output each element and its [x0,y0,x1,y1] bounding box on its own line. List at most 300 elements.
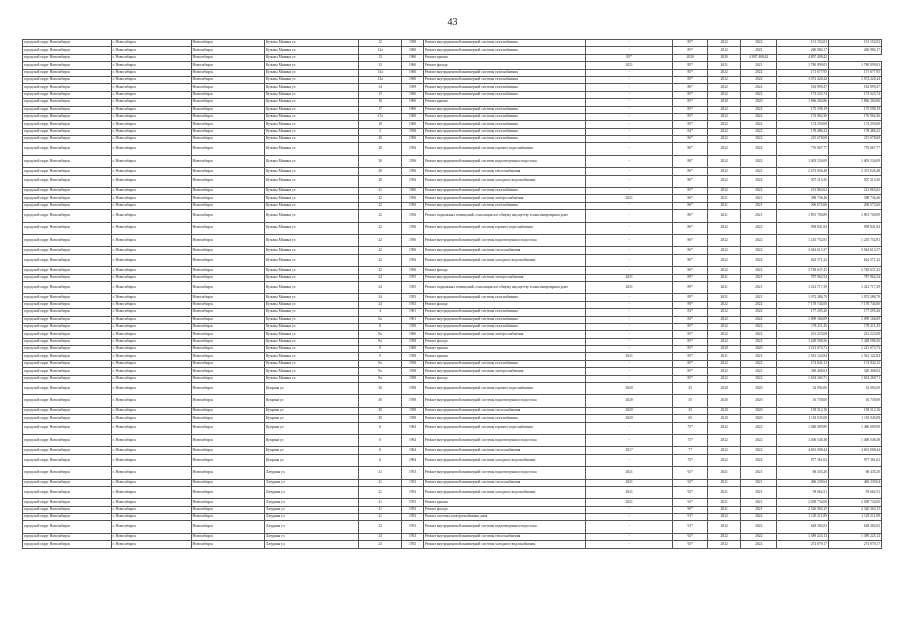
cell-wear-percent: 85* [673,346,708,353]
cell-plan-year: - [585,267,673,274]
cell-street: Лазурная ул [265,467,359,479]
cell-municipality: городской округ Новосибирск [23,422,112,434]
cell-start-year: 2022 [707,234,740,246]
cell-start-year: 2022 [707,69,740,76]
cell-total-cost: 406 239,64 [777,479,829,486]
cell-wear-percent: 85* [673,99,708,106]
cell-locality: г. Новосибирск [111,368,191,375]
cell-street: Кузьмы Минина ул [265,40,359,47]
cell-municipality: городской округ Новосибирск [23,281,112,293]
cell-house-number: 8а [359,338,402,345]
cell-fund-cost: 16 739,00 [828,395,881,407]
cell-year-built: 1958 [402,338,424,345]
cell-house-number: 23 [359,521,402,533]
cell-locality: г. Новосибирск [111,54,191,61]
cell-locality: г. Новосибирск [111,294,191,301]
cell-wear-percent: 86* [673,155,708,167]
cell-fund-cost: 178 486,22 [828,128,881,135]
cell-start-year: 2022 [707,309,740,316]
cell-fund-cost: 624 571,22 [828,254,881,266]
cell-city: Новосибирск [191,447,264,454]
cell-street: Кузьмы Минина ул [265,69,359,76]
cell-fund-cost: 2 472 026,48 [828,168,881,175]
cell-year-built: 1953 [402,486,424,498]
table-row [23,99,882,106]
cell-city: Новосибирск [191,338,264,345]
table-row [23,267,882,274]
table-row [23,467,882,479]
cell-city: Новосибирск [191,254,264,266]
cell-city: Новосибирск [191,454,264,466]
cell-end-year: 2020 [741,346,777,353]
cell-municipality: городской округ Новосибирск [23,514,112,521]
cell-start-year: 2022 [707,533,740,540]
cell-locality: г. Новосибирск [111,274,191,281]
cell-house-number: 23 [359,541,402,548]
cell-locality: г. Новосибирск [111,195,191,202]
table-row [23,254,882,266]
cell-locality: г. Новосибирск [111,395,191,407]
table-row [23,106,882,113]
cell-locality: г. Новосибирск [111,222,191,234]
cell-house-number: 20 [359,168,402,175]
cell-house-number: 6 [359,447,402,454]
cell-house-number: 18 [359,121,402,128]
cell-house-number: 8а [359,331,402,338]
cell-start-year: 2022 [707,47,740,54]
cell-start-year: 2022 [707,368,740,375]
cell-work-type: Ремонт внутридомовой инженерной системы газоснабжения [423,323,585,330]
cell-locality: г. Новосибирск [111,316,191,323]
cell-plan-year: - [585,316,673,323]
cell-work-type: Ремонт внутридомовой инженерной системы газоснабжения [423,84,585,91]
cell-end-year: 2022 [741,309,777,316]
cell-start-year: 2021 [707,499,740,506]
cell-work-type: Ремонт внутридомовой инженерной системы газоснабжения [423,113,585,120]
cell-total-cost: 1 072 220,44 [777,76,829,83]
cell-wear-percent: 86* [673,247,708,254]
cell-work-type: Ремонт внутридомовой инженерной системы электроснабжения [423,195,585,202]
cell-year-built: 1956 [402,168,424,175]
cell-house-number: 21 [359,188,402,195]
cell-wear-percent: 73* [673,434,708,446]
cell-start-year: 2020 [707,54,740,61]
cell-work-type: Ремонт внутридомовой инженерной системы теплоснабжения [423,168,585,175]
cell-start-year: 2022 [707,323,740,330]
cell-city: Новосибирск [191,247,264,254]
cell-locality: г. Новосибирск [111,76,191,83]
cell-house-number: 6 [359,422,402,434]
cell-house-number: 21 [359,506,402,513]
cell-city: Новосибирск [191,541,264,548]
cell-total-cost: 1 866 264,86 [777,99,829,106]
cell-plan-year: - [585,175,673,187]
cell-city: Новосибирск [191,121,264,128]
cell-work-type: Ремонт крыши [423,353,585,360]
cell-locality: г. Новосибирск [111,346,191,353]
cell-work-type: Ремонт внутридомовой инженерной системы водоотведения и водостока [423,395,585,407]
cell-end-year: 2022 [741,168,777,175]
cell-fund-cost: 1 866 264,86 [828,99,881,106]
cell-plan-year: - [585,143,673,155]
cell-street: Лазурная ул [265,521,359,533]
cell-street: Лазурная ул [265,499,359,506]
cell-end-year: 2022 [741,375,777,382]
cell-city: Новосибирск [191,188,264,195]
cell-city: Новосибирск [191,40,264,47]
cell-total-cost: 328 406,04 [777,368,829,375]
cell-end-year: 2022 [741,360,777,367]
cell-street: Куприна ул [265,415,359,422]
cell-street: Кузьмы Минина ул [265,323,359,330]
cell-city: Новосибирск [191,210,264,222]
cell-municipality: городской округ Новосибирск [23,113,112,120]
cell-end-year: 2022 [741,40,777,47]
cell-fund-cost: 328 406,04 [828,368,881,375]
cell-city: Новосибирск [191,84,264,91]
cell-municipality: городской округ Новосибирск [23,415,112,422]
cell-end-year: 2022 [741,113,777,120]
cell-locality: г. Новосибирск [111,281,191,293]
cell-work-type: Ремонт внутридомовой инженерной системы водоотведения и водостока [423,521,585,533]
cell-start-year: 2022 [707,76,740,83]
cell-work-type: Ремонт внутридомовой инженерной системы водоотведения и водостока [423,434,585,446]
cell-city: Новосибирск [191,222,264,234]
cell-street: Кузьмы Минина ул [265,331,359,338]
cell-end-year: 2022 [741,541,777,548]
cell-plan-year: - [585,69,673,76]
cell-work-type: Ремонт внутридомовой инженерной системы газоснабжения [423,106,585,113]
cell-start-year: 2020 [707,346,740,353]
cell-municipality: городской округ Новосибирск [23,54,112,61]
cell-start-year: 2022 [707,422,740,434]
cell-wear-percent: 89* [673,301,708,308]
cell-end-year: 2022 [741,514,777,521]
cell-house-number: 22 [359,247,402,254]
cell-year-built: 1961 [402,316,424,323]
table-row [23,210,882,222]
cell-total-cost: 158 512,16 [777,407,829,414]
cell-total-cost: 173 323,74 [777,91,829,98]
cell-municipality: городской округ Новосибирск [23,195,112,202]
cell-municipality: городской округ Новосибирск [23,541,112,548]
table-row [23,202,882,209]
cell-work-type: Ремонт внутридомовой инженерной системы горячего водоснабжения [423,422,585,434]
cell-total-cost: 7 178 744,00 [777,301,829,308]
cell-fund-cost: 2 326 363,15 [828,506,881,513]
table-row [23,454,882,466]
cell-year-built: 1960 [402,62,424,69]
cell-city: Новосибирск [191,69,264,76]
cell-city: Новосибирск [191,155,264,167]
cell-house-number: 15 [359,91,402,98]
cell-house-number: 30 [359,383,402,395]
cell-year-built: 1960 [402,113,424,120]
cell-wear-percent: 85* [673,106,708,113]
cell-street: Лазурная ул [265,514,359,521]
table-row [23,383,882,395]
cell-municipality: городской округ Новосибирск [23,467,112,479]
cell-total-cost: 398 736,46 [777,195,829,202]
cell-fund-cost: 1 780 899,03 [828,62,881,69]
cell-locality: г. Новосибирск [111,47,191,54]
cell-year-built: 1964 [402,447,424,454]
cell-locality: г. Новосибирск [111,383,191,395]
cell-wear-percent: 73* [673,422,708,434]
cell-fund-cost: 174 842,12 [828,360,881,367]
cell-municipality: городской округ Новосибирск [23,338,112,345]
cell-total-cost: 1 099 166,09 [777,316,829,323]
cell-house-number: 8 [359,323,402,330]
cell-work-type: Ремонт фасада [423,375,585,382]
cell-start-year: 2022 [707,143,740,155]
cell-house-number: 13а [359,69,402,76]
cell-locality: г. Новосибирск [111,499,191,506]
cell-plan-year: - [585,247,673,254]
cell-street: Куприна ул [265,454,359,466]
cell-locality: г. Новосибирск [111,254,191,266]
cell-total-cost: 182 899,47 [777,84,829,91]
cell-fund-cost: 977 361,02 [828,454,881,466]
cell-year-built: 1956 [402,267,424,274]
cell-total-cost: 1 213 673,73 [777,346,829,353]
table-row [23,247,882,254]
cell-start-year: 2022 [707,447,740,454]
cell-house-number: 22 [359,267,402,274]
cell-year-built: 1953 [402,521,424,533]
cell-locality: г. Новосибирск [111,155,191,167]
cell-fund-cost: 182 899,47 [828,84,881,91]
cell-end-year: 2022 [741,447,777,454]
cell-work-type: Ремонт внутридомовой инженерной системы газоснабжения [423,294,585,301]
cell-street: Куприна ул [265,434,359,446]
cell-fund-cost: 1 213 673,73 [828,346,881,353]
cell-total-cost: 231 225,08 [777,331,829,338]
cell-start-year: 2022 [707,168,740,175]
cell-end-year: 2022 [741,323,777,330]
cell-total-cost: 507 215,50 [777,175,829,187]
cell-total-cost: 151 152,03 [777,40,829,47]
cell-city: Новосибирск [191,521,264,533]
cell-locality: г. Новосибирск [111,202,191,209]
cell-locality: г. Новосибирск [111,338,191,345]
table-row [23,76,882,83]
cell-house-number: 17 [359,106,402,113]
cell-plan-year: - [585,514,673,521]
cell-wear-percent: 86* [673,143,708,155]
cell-street: Кузьмы Минина ул [265,353,359,360]
cell-work-type: Ремонт внутридомовой инженерной системы водоотведения и водостока [423,467,585,479]
cell-work-type: Ремонт крыши [423,346,585,353]
cell-end-year: 2022 [741,331,777,338]
cell-locality: г. Новосибирск [111,415,191,422]
cell-city: Новосибирск [191,274,264,281]
cell-wear-percent: 85* [673,331,708,338]
cell-end-year: 2021 [741,62,777,69]
cell-plan-year: - [585,222,673,234]
cell-work-type: Ремонт внутридомовой инженерной системы горячего водоснабжения [423,383,585,395]
cell-total-cost: 171 677,95 [777,69,829,76]
cell-municipality: городской округ Новосибирск [23,188,112,195]
cell-street: Кузьмы Минина ул [265,76,359,83]
cell-start-year: 2022 [707,454,740,466]
cell-work-type: Ремонт внутридомовой инженерной системы газоснабжения [423,309,585,316]
cell-year-built: 1956 [402,247,424,254]
capital-repair-table [22,39,882,549]
cell-house-number: 17а [359,113,402,120]
table-row [23,234,882,246]
cell-municipality: городской округ Новосибирск [23,434,112,446]
cell-start-year: 2022 [707,121,740,128]
cell-year-built: 1956 [402,222,424,234]
cell-locality: г. Новосибирск [111,467,191,479]
cell-wear-percent: 75* [673,454,708,466]
cell-city: Новосибирск [191,383,264,395]
cell-end-year: 2021 [741,210,777,222]
cell-year-built: 1958 [402,128,424,135]
cell-end-year: 2020 [741,395,777,407]
cell-year-built: 1953 [402,479,424,486]
cell-fund-cost: 958 841,84 [828,222,881,234]
cell-city: Новосибирск [191,136,264,143]
cell-municipality: городской округ Новосибирск [23,222,112,234]
table-body [23,40,882,549]
cell-house-number: 20 [359,143,402,155]
cell-street: Кузьмы Минина ул [265,234,359,246]
cell-house-number: 9а [359,360,402,367]
cell-year-built: 1953 [402,541,424,548]
cell-plan-year: - [585,210,673,222]
cell-plan-year: 2020 [585,383,673,395]
cell-plan-year: 2021 [585,281,673,293]
cell-start-year: 2021 [707,274,740,281]
cell-fund-cost: 175 598,19 [828,106,881,113]
cell-start-year: 2022 [707,331,740,338]
cell-city: Новосибирск [191,175,264,187]
cell-house-number: 22 [359,234,402,246]
cell-start-year: 2022 [707,541,740,548]
cell-year-built: 1960 [402,121,424,128]
cell-street: Кузьмы Минина ул [265,202,359,209]
cell-municipality: городской округ Новосибирск [23,521,112,533]
cell-start-year: 2022 [707,434,740,446]
cell-street: Куприна ул [265,422,359,434]
cell-plan-year: 85* [585,54,673,61]
cell-street: Кузьмы Минина ул [265,188,359,195]
cell-year-built: 1958 [402,395,424,407]
cell-start-year: 2022 [707,40,740,47]
cell-work-type: Ремонт внутридомовой инженерной системы газоснабжения [423,121,585,128]
cell-end-year: 2022 [741,521,777,533]
table-row [23,375,882,382]
cell-locality: г. Новосибирск [111,447,191,454]
cell-house-number: 21 [359,486,402,498]
cell-fund-cost: 398 736,46 [828,195,881,202]
cell-end-year: 2022 [741,155,777,167]
cell-municipality: городской округ Новосибирск [23,69,112,76]
cell-municipality: городской округ Новосибирск [23,128,112,135]
cell-street: Куприна ул [265,383,359,395]
cell-house-number: 14 [359,84,402,91]
cell-city: Новосибирск [191,281,264,293]
cell-locality: г. Новосибирск [111,331,191,338]
cell-municipality: городской округ Новосибирск [23,202,112,209]
cell-fund-cost: 213 863,62 [828,188,881,195]
cell-fund-cost: 1 406 546,38 [828,434,881,446]
cell-street: Кузьмы Минина ул [265,155,359,167]
cell-plan-year: - [585,454,673,466]
cell-city: Новосибирск [191,99,264,106]
table-row [23,499,882,506]
cell-start-year: 2021 [707,467,740,479]
cell-plan-year: - [585,128,673,135]
cell-city: Новосибирск [191,346,264,353]
cell-end-year: 2022 [741,301,777,308]
cell-end-year: 2021 [741,195,777,202]
cell-house-number: 9 [359,346,402,353]
cell-street: Кузьмы Минина ул [265,222,359,234]
cell-work-type: Ремонт фасада [423,62,585,69]
cell-street: Кузьмы Минина ул [265,267,359,274]
cell-street: Кузьмы Минина ул [265,113,359,120]
cell-year-built: 1956 [402,210,424,222]
cell-end-year: 2021 [741,486,777,498]
cell-end-year: 4 807 408,42 [741,54,777,61]
cell-locality: г. Новосибирск [111,113,191,120]
cell-municipality: городской округ Новосибирск [23,360,112,367]
cell-end-year: 2022 [741,84,777,91]
cell-house-number: 13а [359,76,402,83]
cell-house-number: 13 [359,54,402,61]
cell-total-cost: 178 486,22 [777,128,829,135]
table-row [23,316,882,323]
cell-work-type: Ремонт внутридомовой инженерной системы теплоснабжения [423,479,585,486]
cell-plan-year: 2021 [585,274,673,281]
cell-plan-year: - [585,91,673,98]
cell-fund-cost: 171 677,95 [828,69,881,76]
cell-total-cost: 174 250,69 [777,121,829,128]
cell-year-built: 1964 [402,434,424,446]
cell-plan-year: - [585,422,673,434]
cell-total-cost: 776 067,77 [777,143,829,155]
cell-municipality: городской округ Новосибирск [23,346,112,353]
cell-end-year: 2022 [741,254,777,266]
cell-year-built: 1960 [402,346,424,353]
cell-plan-year: - [585,168,673,175]
cell-street: Лазурная ул [265,486,359,498]
page-number: 43 [447,17,458,28]
cell-municipality: городской округ Новосибирск [23,210,112,222]
table-row [23,479,882,486]
cell-street: Кузьмы Минина ул [265,254,359,266]
cell-fund-cost: 158 512,16 [828,407,881,414]
cell-fund-cost: 215 678,68 [828,136,881,143]
cell-wear-percent: 35 [673,407,708,414]
cell-year-built: 1956 [402,195,424,202]
cell-street: Кузьмы Минина ул [265,195,359,202]
cell-start-year: 2022 [707,136,740,143]
cell-locality: г. Новосибирск [111,375,191,382]
cell-work-type: Ремонт внутридомовой инженерной системы теплоснабжения [423,533,585,540]
cell-wear-percent: 89* [673,281,708,293]
cell-work-type: Ремонт внутридомовой инженерной системы водоотведения и водостока [423,155,585,167]
cell-municipality: городской округ Новосибирск [23,40,112,47]
cell-street: Кузьмы Минина ул [265,54,359,61]
cell-work-type: Ремонт внутридомовой инженерной системы газоснабжения [423,40,585,47]
cell-municipality: городской округ Новосибирск [23,254,112,266]
cell-plan-year: - [585,188,673,195]
cell-total-cost: 1 780 899,03 [777,62,829,69]
